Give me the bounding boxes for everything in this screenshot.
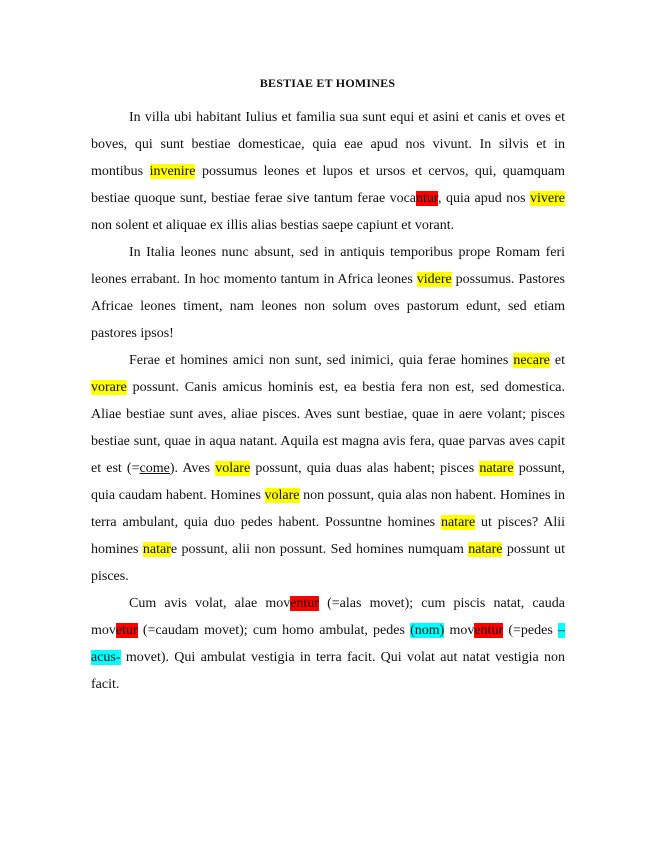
text-segment: e possunt, alii non possunt. Sed homines numquam [170,542,469,557]
text-segment: ). Aves [169,461,216,476]
text-segment: possunt ut pisces. [91,542,565,584]
paragraph [91,347,565,590]
text-segment: ut pisces? Alii homines [91,515,566,557]
text-segment: possunt, quia duas alas habent; pisces [250,461,480,476]
document-body [91,104,565,698]
text-segment: In villa ubi habitant Iulius et familia sua sunt equi et asini et canis et oves et boves, qui sunt bestiae domesticae, quia eae apud nos vivunt. In silvis et in montibus [91,110,565,179]
highlighted-text: natar [142,542,171,557]
highlighted-text: –acus- [91,623,566,665]
text-segment: et [549,353,566,368]
text-segment: (=alas movet); cum piscis natat, cauda mov [91,596,565,638]
text-segment: possunt, quia caudam habent. Homines [91,461,565,503]
text-segment: Cum avis volat, alae mov [129,596,291,611]
highlighted-text: invenire [149,164,196,179]
highlighted-text: entur [474,623,504,638]
highlighted-text: videre [416,272,452,287]
paragraph [91,239,565,347]
text-segment: (=caudam movet); cum homo ambulat, pedes [137,623,411,638]
highlighted-text: natare [479,461,514,476]
highlighted-text: vivere [530,191,565,206]
text-segment: non solent et aliquae ex illis alias bestias saepe capiunt et vorant. [91,218,455,233]
highlighted-text: entur [290,596,319,611]
highlighted-text: natare [468,542,503,557]
text-segment: possumus. Pastores Africae leones timent, nam leones non solum oves pastorum edunt, sed etiam pastores ipsos! [91,272,565,341]
paragraph [91,104,565,239]
text-segment: non possunt, quia alas non habent. Homines in terra ambulant, quia duo pedes habent. Possuntne homines [91,488,565,530]
document-title: BESTIAE ET HOMINES [259,76,396,90]
highlighted-text: (nom) [410,623,445,638]
highlighted-text: necare [513,353,550,368]
text-segment: , quia apud nos [438,191,531,206]
paragraph [91,590,565,698]
text-segment: mov [444,623,475,638]
text-segment: possunt. Canis amicus hominis est, ea bestia fera non est, sed domestica. Aliae bestiae sunt aves, aliae pisces. Aves sunt bestiae, quae in aere volant; pisces bestiae sunt, quae in aqua natant. Aquila est magna avis fera, quae parvas aves capit et est (= [91,380,565,476]
text-segment: possumus leones et lupos et ursos et cervos, qui, quamquam bestiae quoque sunt, bestiae ferae sive tantum ferae voca [91,164,565,206]
text-segment: Ferae et homines amici non sunt, sed inimici, quia ferae homines [129,353,514,368]
highlighted-text: natare [440,515,476,530]
highlighted-text: vorare [91,380,127,395]
highlighted-text: volare [215,461,251,476]
underlined-text: come [139,461,170,476]
highlighted-text: ntur [416,191,439,206]
highlighted-text: etur [115,623,138,638]
highlighted-text: volare [264,488,300,503]
text-segment: In Italia leones nunc absunt, sed in antiquis temporibus prope Romam feri leones errabant. In hoc momento tantum in Africa leones [91,245,565,287]
text-segment: movet). Qui ambulat vestigia in terra facit. Qui volat aut natat vestigia non facit. [91,650,565,692]
text-segment: (=pedes [503,623,559,638]
